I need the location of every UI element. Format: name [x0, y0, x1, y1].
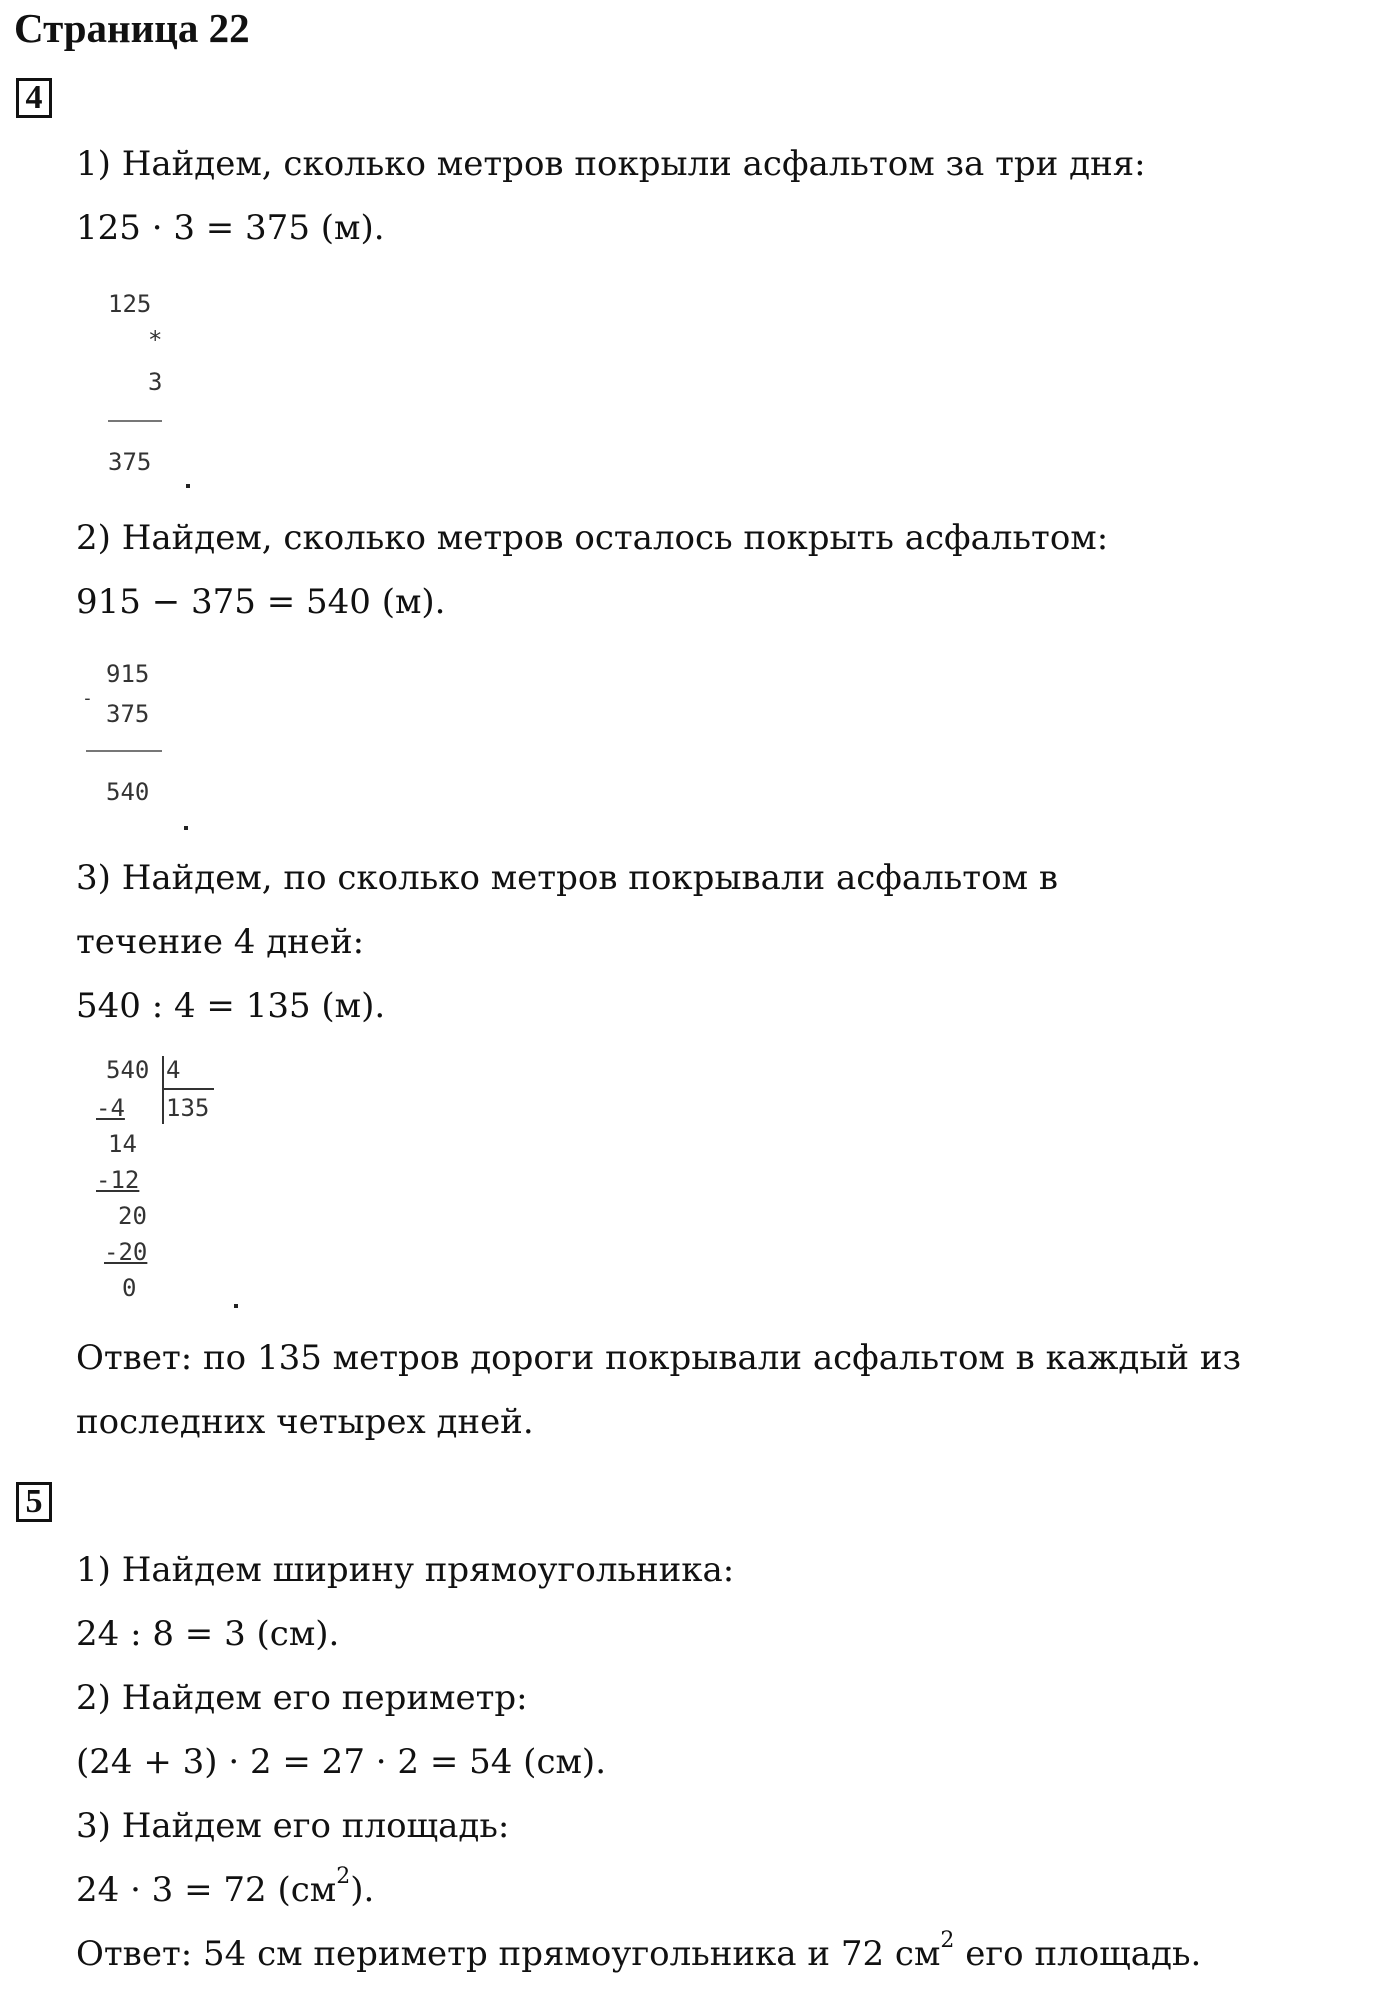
task5-eq3-main: 24 · 3 = 72 (см — [76, 1870, 337, 1910]
sub-dot — [184, 826, 188, 830]
mul-operator: * — [148, 326, 163, 354]
task5-answer-b: его площадь. — [954, 1934, 1202, 1974]
task5-answer-a: Ответ: 54 см периметр прямоугольника и 72 см — [76, 1934, 941, 1974]
div-quotient: 135 — [166, 1094, 210, 1122]
div-bracket-horizontal — [162, 1088, 214, 1090]
task4-eq2: 915 − 375 = 540 (м). — [76, 582, 446, 622]
div-divisor: 4 — [166, 1056, 181, 1084]
task5-answer — [76, 1928, 1202, 1974]
task5-eq1: 24 : 8 = 3 (см). — [76, 1614, 340, 1654]
div-row: -20 — [104, 1238, 148, 1266]
task-number-4: 4 — [16, 78, 52, 118]
task5-eq3-end: ). — [350, 1870, 375, 1910]
mul-result: 375 — [108, 448, 152, 476]
task4-step3b: течение 4 дней: — [76, 922, 365, 962]
task5-step2: 2) Найдем его периметр: — [76, 1678, 528, 1718]
div-dividend: 540 — [106, 1056, 150, 1084]
page-title: Страница 22 — [14, 5, 250, 51]
task4-step1: 1) Найдем, сколько метров покрыли асфальтом за три дня: — [76, 144, 1146, 184]
mul-operand-a: 125 — [108, 290, 152, 318]
sub-operand-a: 915 — [106, 660, 150, 688]
task4-answer-line1: Ответ: по 135 метров дороги покрывали асфальтом в каждый из — [76, 1338, 1242, 1378]
div-row: 14 — [108, 1130, 137, 1158]
mul-operand-b: 3 — [148, 368, 163, 396]
div-bracket-vertical — [162, 1056, 164, 1124]
task4-eq1: 125 · 3 = 375 (м). — [76, 208, 385, 248]
task5-step1: 1) Найдем ширину прямоугольника: — [76, 1550, 735, 1590]
div-row: 20 — [118, 1202, 147, 1230]
task4-answer-line2: последних четырех дней. — [76, 1402, 534, 1442]
sub-rule — [86, 750, 162, 752]
sub-operator: - — [82, 688, 93, 709]
task5-eq3-exponent: 2 — [336, 1864, 351, 1889]
task-number-5: 5 — [16, 1482, 52, 1522]
task4-step3a: 3) Найдем, по сколько метров покрывали асфальтом в — [76, 858, 1058, 898]
task5-step3: 3) Найдем его площадь: — [76, 1806, 510, 1846]
task5-eq3 — [76, 1864, 375, 1910]
mul-rule — [108, 420, 162, 422]
task4-eq3: 540 : 4 = 135 (м). — [76, 986, 386, 1026]
task5-answer-exponent: 2 — [940, 1928, 955, 1953]
sub-operand-b: 375 — [106, 700, 150, 728]
div-row: 0 — [122, 1274, 137, 1302]
div-dot — [234, 1304, 238, 1308]
task5-eq2: (24 + 3) · 2 = 27 · 2 = 54 (см). — [76, 1742, 607, 1782]
sub-result: 540 — [106, 778, 150, 806]
div-row: -12 — [96, 1166, 140, 1194]
task4-step2: 2) Найдем, сколько метров осталось покрыть асфальтом: — [76, 518, 1109, 558]
mul-dot — [186, 484, 190, 488]
div-row: -4 — [96, 1094, 125, 1122]
